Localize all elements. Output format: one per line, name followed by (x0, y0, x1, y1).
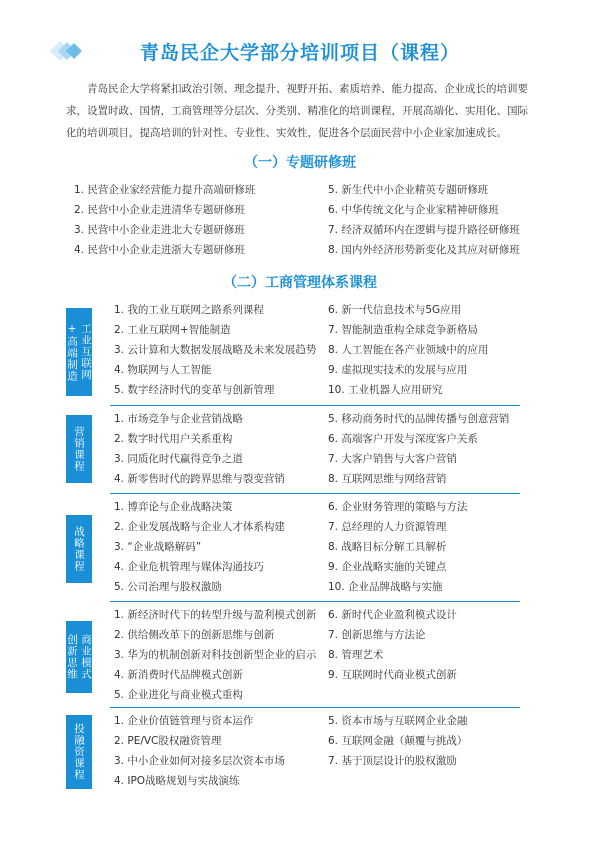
list-item: 5. 公司治理与股权激励 (114, 581, 222, 593)
list-item: 3. 民营中小企业走进北大专题研修班 (74, 224, 245, 236)
divider (110, 493, 520, 494)
category-label: 营销课程 (66, 415, 92, 483)
divider (110, 601, 520, 602)
section-title-business-courses: （二）工商管理体系课程 (223, 275, 377, 291)
divider (110, 707, 520, 708)
list-item: 2. PE/VC股权融资管理 (114, 735, 222, 747)
list-item: 4. 民营中小企业走进浙大专题研修班 (74, 244, 245, 256)
list-item: 7. 基于顶层设计的股权激励 (328, 755, 457, 767)
category-label-part: 工业互联网 (80, 322, 92, 380)
list-item: 1. 企业价值链管理与资本运作 (114, 715, 254, 727)
list-item: 9. 互联网时代商业模式创新 (328, 669, 457, 681)
list-item: 7. 总经理的人力资源管理 (328, 521, 447, 533)
list-item: 2. 民营中小企业走进清华专题研修班 (74, 204, 245, 216)
seminar-list-left (74, 180, 255, 260)
list-item: 8. 管理艺术 (328, 649, 384, 661)
list-item: 3. 中小企业如何对接多层次资本市场 (114, 755, 285, 767)
section-title-seminars: （一）专题研修班 (244, 155, 356, 171)
list-item: 7. 智能制造重构全球竞争新格局 (328, 324, 478, 336)
category-label: 战略课程 (66, 515, 92, 583)
divider (110, 405, 520, 406)
list-item: 8. 人工智能在各产业领域中的应用 (328, 344, 489, 356)
list-item: 2. 企业发展战略与企业人才体系构建 (114, 521, 285, 533)
list-item: 1. 民营企业家经营能力提升高端研修班 (74, 184, 256, 196)
seminar-list-right (328, 180, 520, 260)
list-item: 7. 经济双循环内在逻辑与提升路径研修班 (328, 224, 520, 236)
list-item: 2. 工业互联网+智能制造 (114, 324, 231, 336)
list-item: 1. 我的工业互联网之路系列课程 (114, 304, 264, 316)
list-item: 4. 新消费时代品牌模式创新 (114, 669, 243, 681)
seminar-list (66, 180, 536, 262)
list-item: 4. 企业危机管理与媒体沟通技巧 (114, 561, 264, 573)
list-item: 5. 数字经济时代的变革与创新管理 (114, 384, 275, 396)
list-item: 1. 博弈论与企业战略决策 (114, 501, 233, 513)
list-item: 3. “企业战略解码” (114, 541, 202, 553)
list-item: 9. 企业战略实施的关键点 (328, 561, 447, 573)
list-item: 10. 工业机器人应用研究 (328, 384, 443, 396)
course-block-strategy (66, 497, 520, 601)
course-block-financing (66, 711, 520, 795)
list-item: 7. 大客户销售与大客户营销 (328, 453, 457, 465)
list-item: 4. IPO战略规划与实战演练 (114, 775, 240, 787)
category-label (66, 621, 92, 693)
list-item: 3. 华为的机制创新对科技创新型企业的启示 (114, 649, 317, 661)
list-item: 4. 新零售时代的跨界思维与裂变营销 (114, 473, 285, 485)
category-label: 投融资课程 (66, 715, 92, 789)
list-item: 5. 新生代中小企业精英专题研修班 (328, 184, 489, 196)
list-item: 6. 新时代企业盈利模式设计 (328, 609, 457, 621)
list-item: 8. 国内外经济形势新变化及其应对研修班 (328, 244, 520, 256)
list-item: 6. 中华传统文化与企业家精神研修班 (328, 204, 499, 216)
list-item: 6. 高端客户开发与深度客户关系 (328, 433, 478, 445)
list-item: 3. 同质化时代赢得竞争之道 (114, 453, 243, 465)
category-label-part: +高端制造 (66, 322, 78, 382)
list-item: 9. 虚拟现实技术的发展与应用 (328, 364, 468, 376)
course-block-innovation (66, 605, 520, 709)
list-item: 6. 互联网金融（颠覆与挑战） (328, 735, 468, 747)
list-item: 8. 战略目标分解工具解析 (328, 541, 447, 553)
list-item: 3. 云计算和大数据发展战略及未来发展趋势 (114, 344, 317, 356)
list-item: 10. 企业品牌战略与实施 (328, 581, 443, 593)
category-label-part: 商业模式 (80, 634, 92, 680)
course-block-marketing (66, 409, 520, 493)
category-label-part: 创新思维 (66, 634, 78, 680)
list-item: 5. 移动商务时代的品牌传播与创意营销 (328, 413, 510, 425)
list-item: 2. 数字时代用户关系重构 (114, 433, 233, 445)
intro-paragraph: 青岛民企大学将紧扣政治引领、理念提升、视野开拓、素质培养、能力提高、企业成长的培训要求，设置时政、国情，工商管理等分层次、分类别、精准化的培训课程，开展高端化、实用化、国际化的培训项目，提高培训的针对性、专业性、实效性，促进各个层面民营中小企业家加速成长。 (66, 83, 528, 139)
list-item: 4. 物联网与人工智能 (114, 364, 212, 376)
course-block-industrial-internet (66, 300, 520, 404)
list-item: 7. 创新思维与方法论 (328, 629, 426, 641)
list-item: 2. 供给侧改革下的创新思维与创新 (114, 629, 275, 641)
list-item: 6. 企业财务管理的策略与方法 (328, 501, 468, 513)
category-label (66, 308, 92, 396)
list-item: 5. 资本市场与互联网企业金融 (328, 715, 468, 727)
list-item: 6. 新一代信息技术与5G应用 (328, 304, 462, 316)
list-item: 1. 市场竞争与企业营销战略 (114, 413, 243, 425)
list-item: 8. 互联网思维与网络营销 (328, 473, 447, 485)
list-item: 1. 新经济时代下的转型升级与盈利模式创新 (114, 609, 317, 621)
page-title: 青岛民企大学部分培训项目（课程） (139, 42, 460, 64)
list-item: 5. 企业进化与商业模式重构 (114, 689, 243, 701)
